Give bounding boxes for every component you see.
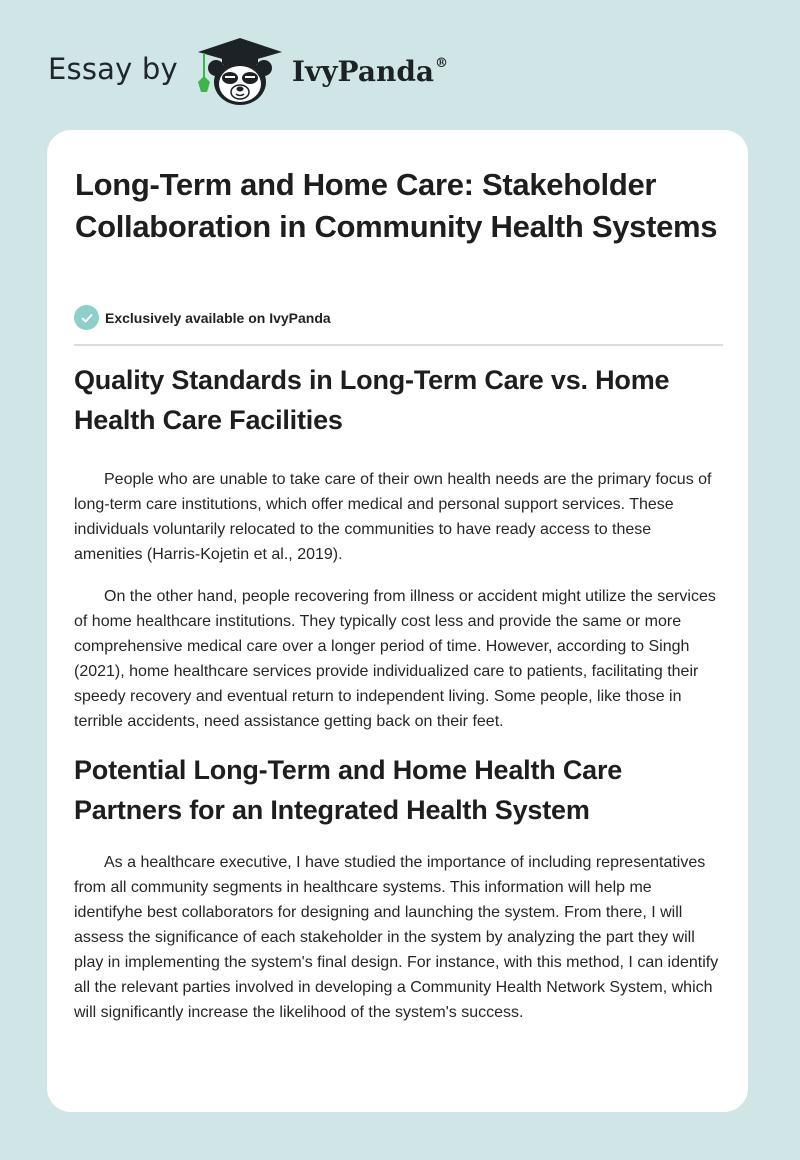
exclusive-badge <box>74 305 331 330</box>
check-circle-icon <box>74 305 99 330</box>
paragraph: As a healthcare executive, I have studied the importance of including representatives from all community segments in healthcare systems. This information will help me identifyhe best collaborators for designing and launching the system. From there, I will assess the significance of each stakeholder in the system by analyzing the part they will play in implementing the system's final design. For instance, with this method, I can identify all the relevant parties involved in developing a Community Health Network System, which will significantly increase the likelihood of the system's success. <box>74 854 719 1021</box>
divider <box>74 344 723 346</box>
brand-name: IvyPanda <box>291 54 435 88</box>
section-heading-quality-standards: Quality Standards in Long-Term Care vs. Home Health Care Facilities <box>74 365 670 435</box>
essay-card <box>47 130 748 1112</box>
essay-by-label: Essay by <box>48 52 178 86</box>
essay-title: Long-Term and Home Care: Stakeholder Collaboration in Community Health Systems <box>75 167 718 244</box>
section-heading-potential-partners: Potential Long-Term and Home Health Care Partners for an Integrated Health System <box>74 755 623 825</box>
exclusive-label: Exclusively available on IvyPanda <box>105 309 331 326</box>
panda-graduate-icon[interactable] <box>196 36 284 108</box>
site-header <box>48 36 448 108</box>
paragraph: People who are unable to take care of their own health needs are the primary focus of long-term care institutions, which offer medical and personal support services. These individuals voluntarily relocated to the communities to have ready access to these amenities (Harris-Kojetin et al., 2019). <box>74 471 712 563</box>
registered-mark: ® <box>435 55 449 71</box>
brand-logo-text[interactable] <box>292 55 448 88</box>
paragraph: On the other hand, people recovering from illness or accident might utilize the services of home healthcare institutions. They typically cost less and provide the same or more comprehensive medical care over a longer period of time. However, according to Singh (2021), home healthcare services provide individualized care to patients, facilitating their speedy recovery and eventual return to independent living. Some people, like those in terrible accidents, need assistance getting back on their feet. <box>74 588 716 730</box>
